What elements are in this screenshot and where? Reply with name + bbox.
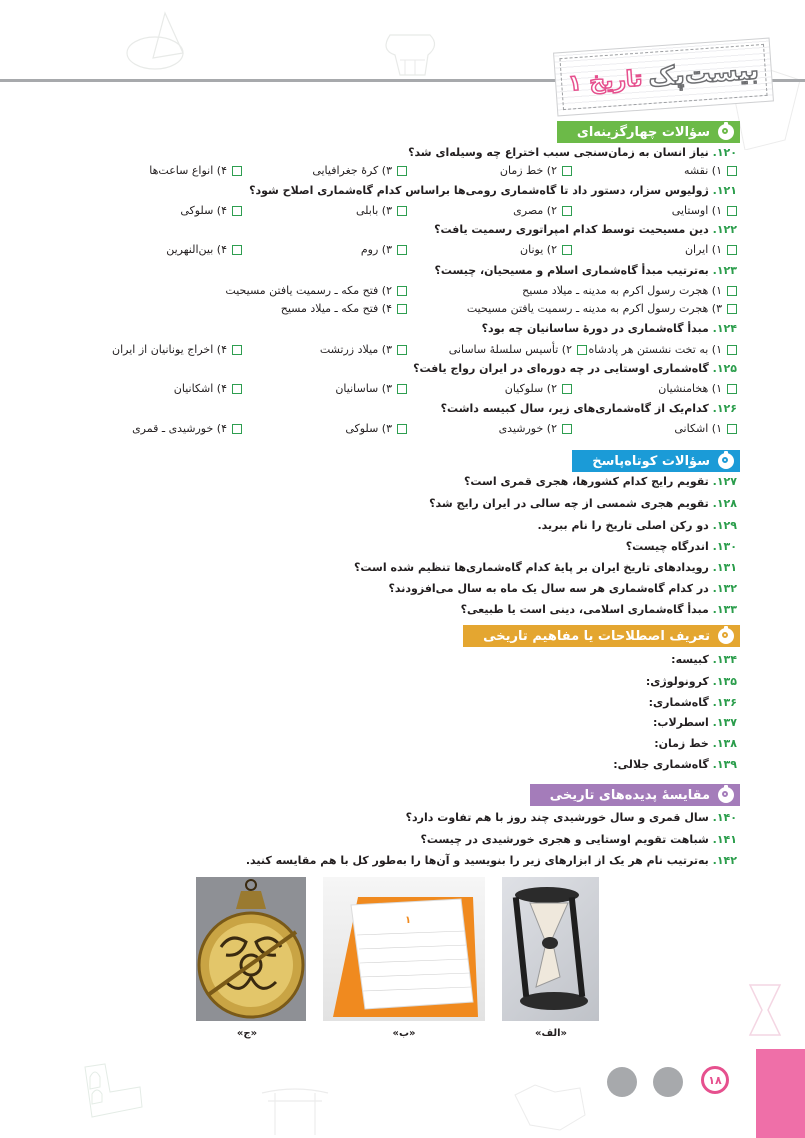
image-caption-a: «الف» [534,1028,567,1039]
options-123-row1 [90,284,737,300]
option-124-1[interactable]: ۱) به تخت نشستن هر پادشاه [588,343,737,356]
option-122-1[interactable]: ۱) ایران [685,243,737,256]
question-128: ۱۲۸. تقویم هجری شمسی از چه سالی در ایران رایج شد؟ [429,497,737,510]
question-142: ۱۴۲. به‌ترتیب نام هر یک از ابزارهای زیر را بنویسید و آن‌ها را به‌طور کل با هم مقایسه کنید. [245,854,737,867]
checkbox[interactable] [562,206,572,216]
options-120 [90,164,737,180]
option-122-4[interactable]: ۴) بین‌النهرین [166,243,242,256]
calendar-icon [323,877,485,1021]
checkbox[interactable] [562,245,572,255]
checkbox[interactable] [232,206,242,216]
section-header-definitions [463,625,740,647]
option-121-1[interactable]: ۱) اوستایی [672,204,737,217]
footer-dot [653,1067,683,1097]
question-127: ۱۲۷. تقویم رایج کدام کشورها، هجری قمری است؟ [464,475,737,488]
options-126 [90,422,737,438]
checkbox[interactable] [727,206,737,216]
section-header-short-answer [572,450,740,472]
colosseum-decoration-icon [80,1062,145,1122]
option-122-2[interactable]: ۲) یونان [520,243,572,256]
hourglass-image [502,877,599,1021]
sundial-decoration-icon [125,8,195,73]
map-decoration-icon [510,1080,590,1135]
stopwatch-icon [718,124,734,140]
checkbox[interactable] [232,166,242,176]
checkbox[interactable] [577,345,587,355]
option-124-3[interactable]: ۳) میلاد زرتشت [320,343,407,356]
option-125-4[interactable]: ۴) اشکانیان [174,382,242,395]
checkbox[interactable] [562,166,572,176]
option-126-1[interactable]: ۱) اشکانی [674,422,737,435]
image-caption-c: «ج» [236,1028,258,1039]
question-123: ۱۲۳. به‌ترتیب مبدأ گاه‌شماری اسلام و مسیحیان، چیست؟ [434,264,737,277]
term-138: ۱۳۸. خط زمان: [654,737,737,750]
checkbox[interactable] [727,166,737,176]
question-120: ۱۲۰. نیاز انسان به زمان‌سنجی سبب اختراع چه وسیله‌ای شد؟ [408,146,737,159]
stopwatch-icon [718,628,734,644]
option-121-3[interactable]: ۳) بابلی [356,204,407,217]
option-121-4[interactable]: ۴) سلوکی [180,204,242,217]
question-129: ۱۲۹. دو رکن اصلی تاریخ را نام ببرید. [537,519,737,532]
chapter-tab [756,1049,805,1138]
options-125 [90,382,737,398]
option-123-1[interactable]: ۱) هجرت رسول اکرم به مدینه ـ میلاد مسیح [522,284,737,297]
options-122 [90,243,737,259]
torii-gate-decoration-icon [260,1085,330,1135]
checkbox[interactable] [562,384,572,394]
options-121 [90,204,737,220]
option-121-2[interactable]: ۲) مصری [513,204,572,217]
option-123-2[interactable]: ۲) فتح مکه ـ رسمیت یافتن مسیحیت [225,284,407,297]
checkbox[interactable] [397,245,407,255]
hourglass-decoration-icon [740,980,790,1040]
hourglass-icon [502,877,599,1021]
question-141: ۱۴۱. شباهت تقویم اوستایی و هجری خورشیدی در چیست؟ [420,833,737,846]
section-header-multiple-choice [557,121,740,143]
urn-decoration-icon [380,15,440,85]
option-123-3[interactable]: ۳) هجرت رسول اکرم به مدینه ـ رسمیت یافتن مسیحیت [467,302,737,315]
option-120-2[interactable]: ۲) خط زمان [500,164,572,177]
checkbox[interactable] [232,424,242,434]
checkbox[interactable] [397,384,407,394]
option-123-4[interactable]: ۴) فتح مکه ـ میلاد مسیح [281,302,407,315]
option-125-1[interactable]: ۱) هخامنشیان [658,382,737,395]
option-124-4[interactable]: ۴) اخراج یونانیان از ایران [112,343,242,356]
checkbox[interactable] [727,286,737,296]
option-126-2[interactable]: ۲) خورشیدی [499,422,572,435]
page-number: ۱۸ [701,1066,729,1094]
checkbox[interactable] [727,424,737,434]
section-title: مقایسۀ پدیده‌های تاریخی [549,787,710,803]
desk-calendar-image [323,877,485,1021]
question-125: ۱۲۵. گاه‌شماری اوستایی در چه دوره‌ای در ایران رواج یافت؟ [413,362,737,375]
option-126-4[interactable]: ۴) خورشیدی ـ قمری [132,422,242,435]
option-120-4[interactable]: ۴) انواع ساعت‌ها [149,164,242,177]
option-126-3[interactable]: ۳) سلوکی [345,422,407,435]
question-132: ۱۳۲. در کدام گاه‌شماری هر سه سال یک ماه به سال می‌افزودند؟ [388,582,737,595]
section-title: سؤالات چهارگزینه‌ای [576,124,710,140]
logo-subtitle: تاریخ ۱ [567,66,644,97]
option-125-3[interactable]: ۳) ساسانیان [335,382,407,395]
logo-title: بیست‌پک [647,55,760,94]
image-caption-b: «ب» [392,1028,416,1039]
checkbox[interactable] [727,304,737,314]
checkbox[interactable] [727,384,737,394]
astrolabe-image [196,877,306,1021]
question-131: ۱۳۱. رویدادهای تاریخ ایران بر پایۀ کدام گاه‌شماری‌ها تنظیم شده است؟ [354,561,737,574]
svg-text:۱: ۱ [405,915,412,926]
checkbox[interactable] [397,345,407,355]
checkbox[interactable] [232,245,242,255]
term-136: ۱۳۶. گاه‌شماری: [648,696,737,709]
checkbox[interactable] [397,286,407,296]
options-124 [90,343,737,359]
question-140: ۱۴۰. سال قمری و سال خورشیدی چند روز با هم تفاوت دارد؟ [405,811,737,824]
checkbox[interactable] [727,245,737,255]
checkbox[interactable] [727,345,737,355]
question-124: ۱۲۴. مبدأ گاه‌شماری در دورۀ ساسانیان چه بود؟ [481,322,737,335]
section-title: سؤالات کوتاه‌پاسخ [592,453,710,469]
option-124-2[interactable]: ۲) تأسیس سلسلۀ ساسانی [449,343,587,356]
term-135: ۱۳۵. کرونولوژی: [645,675,737,688]
checkbox[interactable] [397,424,407,434]
question-126: ۱۲۶. کدام‌یک از گاه‌شماری‌های زیر، سال کبیسه داشت؟ [440,402,737,415]
question-130: ۱۳۰. اندرگاه چیست؟ [625,540,737,553]
astrolabe-icon [196,877,306,1021]
question-122: ۱۲۲. دین مسیحیت توسط کدام امپراتوری رسمیت یافت؟ [434,223,737,236]
checkbox[interactable] [232,384,242,394]
checkbox[interactable] [562,424,572,434]
option-125-2[interactable]: ۲) سلوکیان [505,382,572,395]
checkbox[interactable] [397,304,407,314]
stopwatch-icon [718,453,734,469]
term-139: ۱۳۹. گاه‌شماری جلالی: [613,758,737,771]
term-134: ۱۳۴. کبیسه: [671,653,737,666]
option-120-1[interactable]: ۱) نقشه [684,164,737,177]
options-123-row2 [90,302,737,318]
question-133: ۱۳۳. مبدأ گاه‌شماری اسلامی، دینی است یا طبیعی؟ [460,603,737,616]
section-header-comparison [530,784,740,806]
stopwatch-icon [718,787,734,803]
option-122-3[interactable]: ۳) روم [361,243,407,256]
checkbox[interactable] [397,206,407,216]
option-120-3[interactable]: ۳) کرۀ جغرافیایی [312,164,407,177]
question-121: ۱۲۱. ژولیوس سزار، دستور داد تا گاه‌شماری رومی‌ها براساس کدام گاه‌شماری اصلاح شود؟ [249,184,737,197]
term-137: ۱۳۷. اسطرلاب: [653,716,737,729]
section-title: تعریف اصطلاحات یا مفاهیم تاریخی [483,628,710,644]
footer-dot [607,1067,637,1097]
checkbox[interactable] [397,166,407,176]
checkbox[interactable] [232,345,242,355]
